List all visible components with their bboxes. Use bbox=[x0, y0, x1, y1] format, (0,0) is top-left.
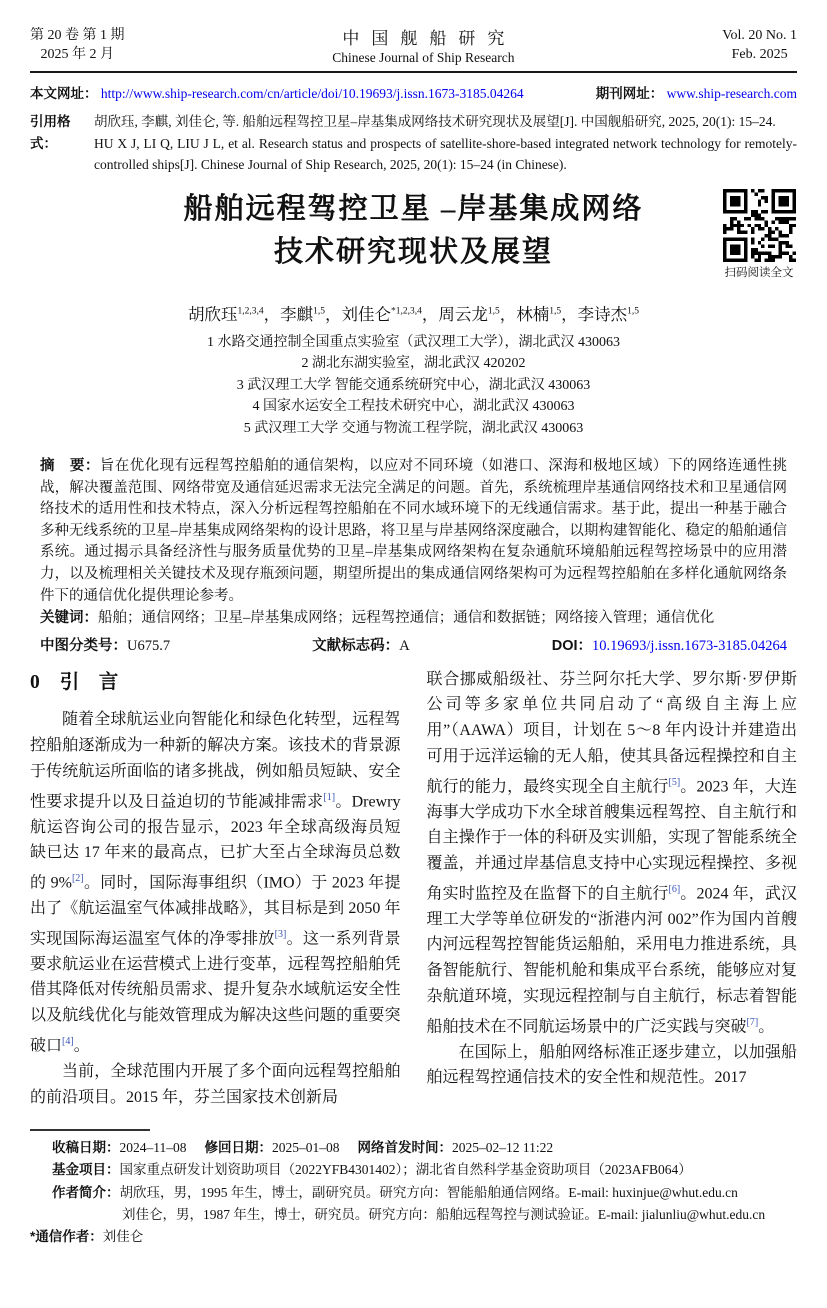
footnote-value: 国家重点研发计划资助项目（2022YFB4301402）；湖北省自然科学基金资助项目（2023AFB064） bbox=[119, 1162, 692, 1178]
footnote-value: 2024–11–08 bbox=[119, 1139, 187, 1155]
doi-group bbox=[552, 634, 787, 655]
section-heading bbox=[30, 670, 401, 696]
footnote-divider bbox=[30, 1129, 150, 1131]
abstract-block bbox=[30, 456, 797, 607]
qr-code-icon bbox=[721, 189, 797, 262]
body-paragraph: 联合挪威船级社、芬兰阿尔托大学、罗尔斯·罗伊斯公司等多家单位共同启动了“高级自主海上应用”（AAWA）项目，计划在 5～8 年内设计并建造出可用于远洋运输的无人船，使其具备远程操控和自主航行的能力，最终实现全自主航行[5]。2023 年，大连海事大学成功下水全球首艘集远程驾控、自主航行和自主操作于一体的科研及实训船，实现了智能系统全覆盖，并通过岸基信息支持中心实现远程操控、多视角实时监控及在监督下的自主航行[6]。2024 年，武汉理工大学等单位研发的“浙港内河 002”作为国内首艘内河远程驾控智能货运船舶，采用电力推进系统，具备智能航行、智能机舱和集成平台系统，能够应对复杂航道环境，实现远程控制与自主航行，标志着智能船舶技术在不同航运场景中的广泛实践与突破[7]。 bbox=[426, 670, 797, 1035]
journal-link-group bbox=[596, 82, 797, 102]
doc-code-group bbox=[312, 634, 409, 655]
journal-url-label: 期刊网址： bbox=[595, 86, 664, 101]
links-row bbox=[30, 82, 797, 102]
paper-title-line1: 船舶远程驾控卫星 –岸基集成网络 bbox=[183, 192, 644, 225]
volume-issue-en: Vol. 20 No. 1 bbox=[722, 28, 797, 43]
citation-superscript: [1] bbox=[323, 791, 336, 803]
doc-code-value: A bbox=[399, 637, 410, 654]
date-en: Feb. 2025 bbox=[731, 47, 788, 62]
footnote-line bbox=[30, 1226, 797, 1248]
affiliation: 1 水路交通控制全国重点实验室（武汉理工大学），湖北武汉 430063 bbox=[207, 334, 620, 350]
footnote-line bbox=[30, 1182, 797, 1204]
classification-row bbox=[30, 634, 797, 655]
affiliation: 5 武汉理工大学 交通与物流工程学院，湖北武汉 430063 bbox=[243, 420, 584, 436]
qr-block bbox=[721, 189, 797, 280]
journal-header bbox=[30, 24, 797, 73]
citation-superscript: [4] bbox=[62, 1035, 74, 1047]
journal-name-cn: 中国舰船研究 bbox=[342, 29, 517, 48]
title-block bbox=[30, 188, 797, 288]
citation-superscript: [2] bbox=[71, 873, 84, 884]
affiliation: 4 国家水运安全工程技术研究中心，湖北武汉 430063 bbox=[252, 399, 575, 414]
footnote-line bbox=[30, 1159, 797, 1181]
volume-issue-cn: 第 20 卷 第 1 期 bbox=[30, 28, 125, 43]
paper-title bbox=[108, 188, 719, 274]
footnote-label: 网络首发时间： bbox=[357, 1139, 452, 1155]
citation-label: 引用格式： bbox=[30, 114, 71, 151]
left-column bbox=[30, 667, 401, 1127]
journal-name bbox=[332, 24, 517, 66]
footnote-label: 作者简介： bbox=[52, 1184, 120, 1200]
citation-chinese: 胡欣珏, 李麒, 刘佳仑, 等. 船舶远程驾控卫星–岸基集成网络技术研究现状及展望[J]. 中国舰船研究, 2025, 20(1): 15–24. bbox=[94, 114, 776, 129]
article-url-label: 本文网址： bbox=[30, 86, 98, 101]
affiliation: 2 湖北东湖实验室，湖北武汉 420202 bbox=[301, 356, 526, 371]
body-columns bbox=[30, 667, 797, 1127]
author: 李诗杰$^{1,5}$ bbox=[577, 304, 639, 324]
affiliation-list bbox=[30, 332, 797, 440]
abstract-text: 旨在优化现有远程驾控船舶的通信架构，以应对不同环境（如港口、深海和极地区域）下的网络连通性挑战，解决覆盖范围、网络带宽及通信延迟需求无法完全满足的问题。首先，系统梳理岸基通信网络技术和卫星通信网络技术的适用性和技术特点，深入分析远程驾控船舶在不同水域环境下的无线通信需求。基于此，提出一种基于融合多种无线系统的卫星–岸基集成网络架构的设计思路，将卫星与岸基网络深度融合，以期构建智能化、稳定的船舶通信系统。通过揭示具备经济性与服务质量优势的卫星–岸基集成网络架构在复杂通航环境船舶远程驾控场景中的应用潜力，以及梳理相关关键技术及现存瓶颈问题，期望所提出的集成通信网络架构可为远程驾控船舶在多样化通航网络条件下的通信优化提供理论参考。 bbox=[40, 458, 787, 604]
right-column bbox=[427, 667, 798, 1127]
footnote-label: *通信作者： bbox=[30, 1229, 103, 1245]
header-volume-issue-cn bbox=[30, 26, 125, 64]
clc-group bbox=[40, 634, 170, 655]
footnote-label: 基金项目： bbox=[52, 1162, 120, 1178]
article-url-link[interactable]: http://www.ship-research.com/cn/article/doi/10.19693/j.issn.1673-3185.04264 bbox=[100, 86, 524, 101]
author: 李麒$^{1,5}$ bbox=[280, 304, 325, 324]
qr-caption: 扫码阅读全文 bbox=[724, 266, 794, 279]
keywords-row bbox=[30, 608, 797, 630]
footnote-value: 2025–01–08 bbox=[272, 1139, 340, 1155]
paper-title-line2: 技术研究现状及展望 bbox=[273, 235, 553, 268]
body-paragraph: 在国际上，船舶网络标准正逐步建立，以加强船舶远程驾控通信技术的安全性和规范性。2017 bbox=[426, 1043, 797, 1087]
citation-block bbox=[30, 111, 797, 176]
footnote-block bbox=[30, 1129, 797, 1249]
section-title: 引 言 bbox=[59, 671, 119, 693]
footnote-line bbox=[30, 1137, 797, 1159]
journal-name-en: Chinese Journal of Ship Research bbox=[332, 50, 515, 65]
header-volume-issue-en bbox=[722, 26, 797, 64]
abstract-label: 摘 要： bbox=[40, 458, 100, 474]
footnote-line bbox=[30, 1204, 797, 1226]
doc-code-label: 文献标志码： bbox=[312, 637, 400, 654]
citation-superscript: [5] bbox=[668, 776, 681, 788]
author: 刘佳仑$^{*1,2,3,4}$ bbox=[341, 304, 422, 324]
citation-english: HU X J, LI Q, LIU J L, et al. Research status and prospects of satellite-shore-based integrated network technology for remotely-controlled ships[J]. Chinese Journal of Ship Research, 2025, 20(1): 15–24 (in Chinese). bbox=[94, 135, 797, 172]
footnote-value: 2025–02–12 11:22 bbox=[452, 1139, 554, 1155]
affiliation: 3 武汉理工大学 智能交通系统研究中心，湖北武汉 430063 bbox=[236, 377, 591, 393]
author-list: 胡欣珏$^{1,2,3,4}$，李麒$^{1,5}$，刘佳仑$^{*1,2,3,4}$，周云龙$^{1,5}$，林楠$^{1,5}$，李诗杰$^{1,5}$ bbox=[188, 304, 639, 324]
body-paragraph: 当前，全球范围内开展了多个面向远程驾控船舶的前沿项目。2015 年，芬兰国家技术创新局 bbox=[30, 1062, 401, 1106]
citation-superscript: [6] bbox=[668, 883, 681, 895]
keywords-text: 船舶；通信网络；卫星–岸基集成网络；远程驾控通信；通信和数据链；网络接入管理；通信优化 bbox=[98, 610, 715, 627]
clc-label: 中图分类号： bbox=[40, 637, 127, 654]
section-number: 0 bbox=[30, 671, 40, 693]
clc-value: U675.7 bbox=[127, 637, 171, 654]
date-cn: 2025 年 2 月 bbox=[40, 47, 114, 62]
citation-superscript: [7] bbox=[746, 1016, 759, 1028]
doi-link[interactable]: 10.19693/j.issn.1673-3185.04264 bbox=[592, 637, 787, 654]
footnote-value: 胡欣珏，男，1995 年生，博士，副研究员。研究方向：智能船舶通信网络。E-mail: huxinjue@whut.edu.cn bbox=[119, 1184, 738, 1200]
footnote-label: 修回日期： bbox=[204, 1139, 272, 1155]
body-paragraph: 随着全球航运业向智能化和绿色化转型，远程驾控船舶逐渐成为一种新的解决方案。该技术的背景源于传统航运所面临的诸多挑战，例如船员短缺、安全性要求提升以及日益迫切的节能减排需求[1]。Drewry 航运咨询公司的报告显示，2023 年全球高级海员短缺已达 17 年来的最高点，已扩大至占全球海员总数的 9%[2]。同时，国际海事组织（IMO）于 2023 年提出了《航运温室气体减排战略》，其目标是到 2050 年实现国际海运温室气体的净零排放[3]。这一系列背景要求航运业在运营模式上进行变革，远程驾控船舶凭借其降低对传统船员需求、提升复杂水域航运安全性以及航线优化与能效管理成为解决这些问题的重要突破口[4]。 bbox=[30, 711, 401, 1055]
footnote-label: 收稿日期： bbox=[52, 1139, 120, 1155]
keywords-label: 关键词： bbox=[40, 610, 98, 627]
citation-content bbox=[94, 111, 797, 176]
footnote-value: 刘佳仑 bbox=[102, 1229, 144, 1245]
journal-url-link[interactable]: www.ship-research.com bbox=[666, 86, 797, 101]
citation-superscript: [3] bbox=[274, 928, 287, 940]
doi-label: DOI： bbox=[551, 637, 593, 654]
author: 周云龙$^{1,5}$ bbox=[438, 304, 500, 324]
author: 胡欣珏$^{1,2,3,4}$ bbox=[188, 304, 264, 324]
footnote-value: 刘佳仑，男，1987 年生，博士，研究员。研究方向：船舶远程驾控与测试验证。E-mail: jialunliu@whut.edu.cn bbox=[122, 1206, 766, 1222]
article-link-group bbox=[30, 82, 524, 102]
footnote-lines bbox=[30, 1137, 797, 1249]
left-column-paragraphs bbox=[30, 707, 401, 1110]
author: 林楠$^{1,5}$ bbox=[516, 304, 562, 324]
